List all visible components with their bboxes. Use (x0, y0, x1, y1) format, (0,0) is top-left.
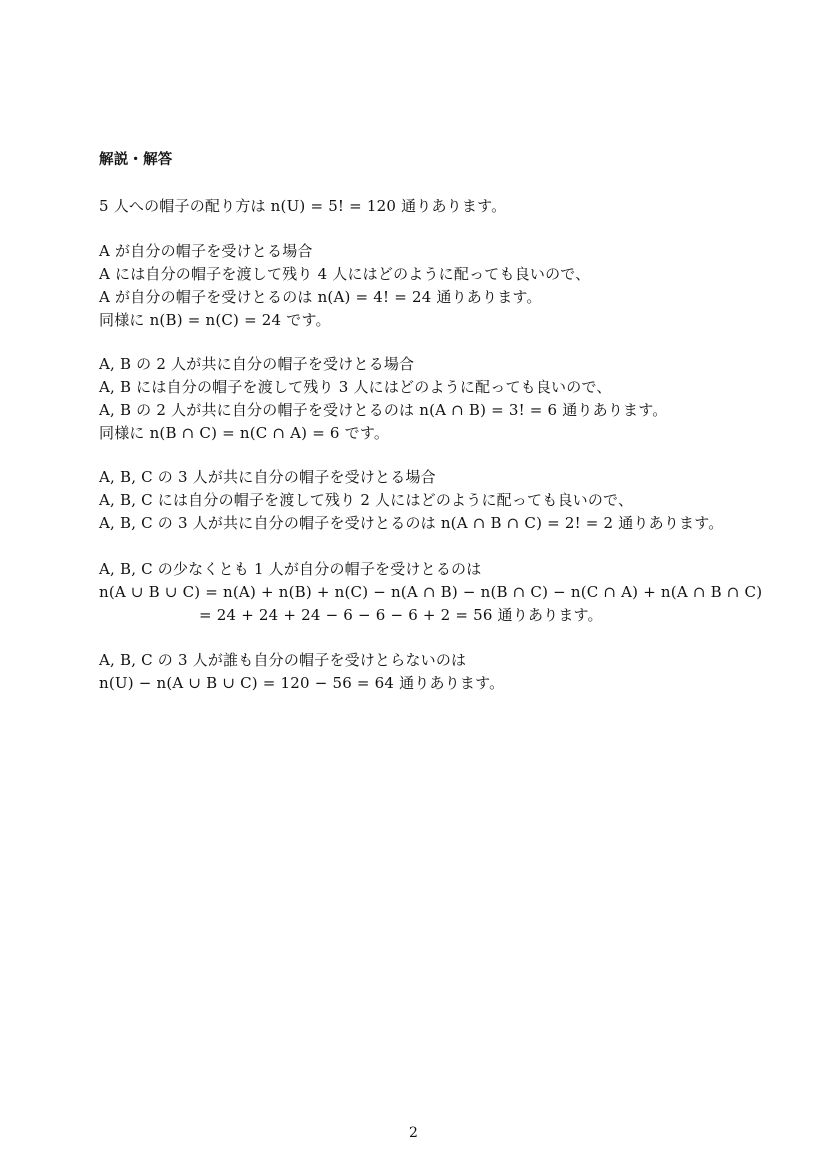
union-intro: A, B, C の少なくとも 1 人が自分の帽子を受けとるのは (99, 560, 482, 578)
case-ab-similarly: 同様に n(B ∩ C) = n(C ∩ A) = 6 です。 (99, 424, 390, 442)
none-result: n(U) − n(A ∪ B ∪ C) = 120 − 56 = 64 通りあります。 (99, 674, 505, 692)
union-formula: n(A ∪ B ∪ C) = n(A) + n(B) + n(C) − n(A ∩ B) − n(B ∩ C) − n(C ∩ A) + n(A ∩ B ∩ C) (99, 583, 763, 601)
none-intro: A, B, C の 3 人が誰も自分の帽子を受けとらないのは (99, 651, 467, 669)
case-ab-reason: A, B には自分の帽子を渡して残り 3 人にはどのように配っても良いので、 (99, 378, 612, 396)
case-a-title: A が自分の帽子を受けとる場合 (99, 242, 313, 260)
case-abc-reason: A, B, C には自分の帽子を渡して残り 2 人にはどのように配っても良いので、 (99, 491, 634, 509)
case-a-reason: A には自分の帽子を渡して残り 4 人にはどのように配っても良いので、 (99, 265, 591, 283)
case-ab-result: A, B の 2 人が共に自分の帽子を受けとるのは n(A ∩ B) = 3! = 6 通りあります。 (99, 401, 668, 419)
case-abc-title: A, B, C の 3 人が共に自分の帽子を受けとる場合 (99, 468, 436, 486)
union-value: = 24 + 24 + 24 − 6 − 6 − 6 + 2 = 56 通りあります。 (199, 606, 603, 624)
section-heading: 解説・解答 (99, 152, 173, 168)
total-distributions-text: 5 人への帽子の配り方は n(U) = 5! = 120 通りあります。 (99, 197, 507, 215)
case-a-similarly: 同様に n(B) = n(C) = 24 です。 (99, 311, 331, 329)
case-ab-title: A, B の 2 人が共に自分の帽子を受けとる場合 (99, 355, 415, 373)
case-a-result: A が自分の帽子を受けとるのは n(A) = 4! = 24 通りあります。 (99, 288, 542, 306)
case-abc-result: A, B, C の 3 人が共に自分の帽子を受けとるのは n(A ∩ B ∩ C) = 2! = 2 通りあります。 (99, 514, 724, 532)
page-number: 2 (409, 1125, 418, 1141)
